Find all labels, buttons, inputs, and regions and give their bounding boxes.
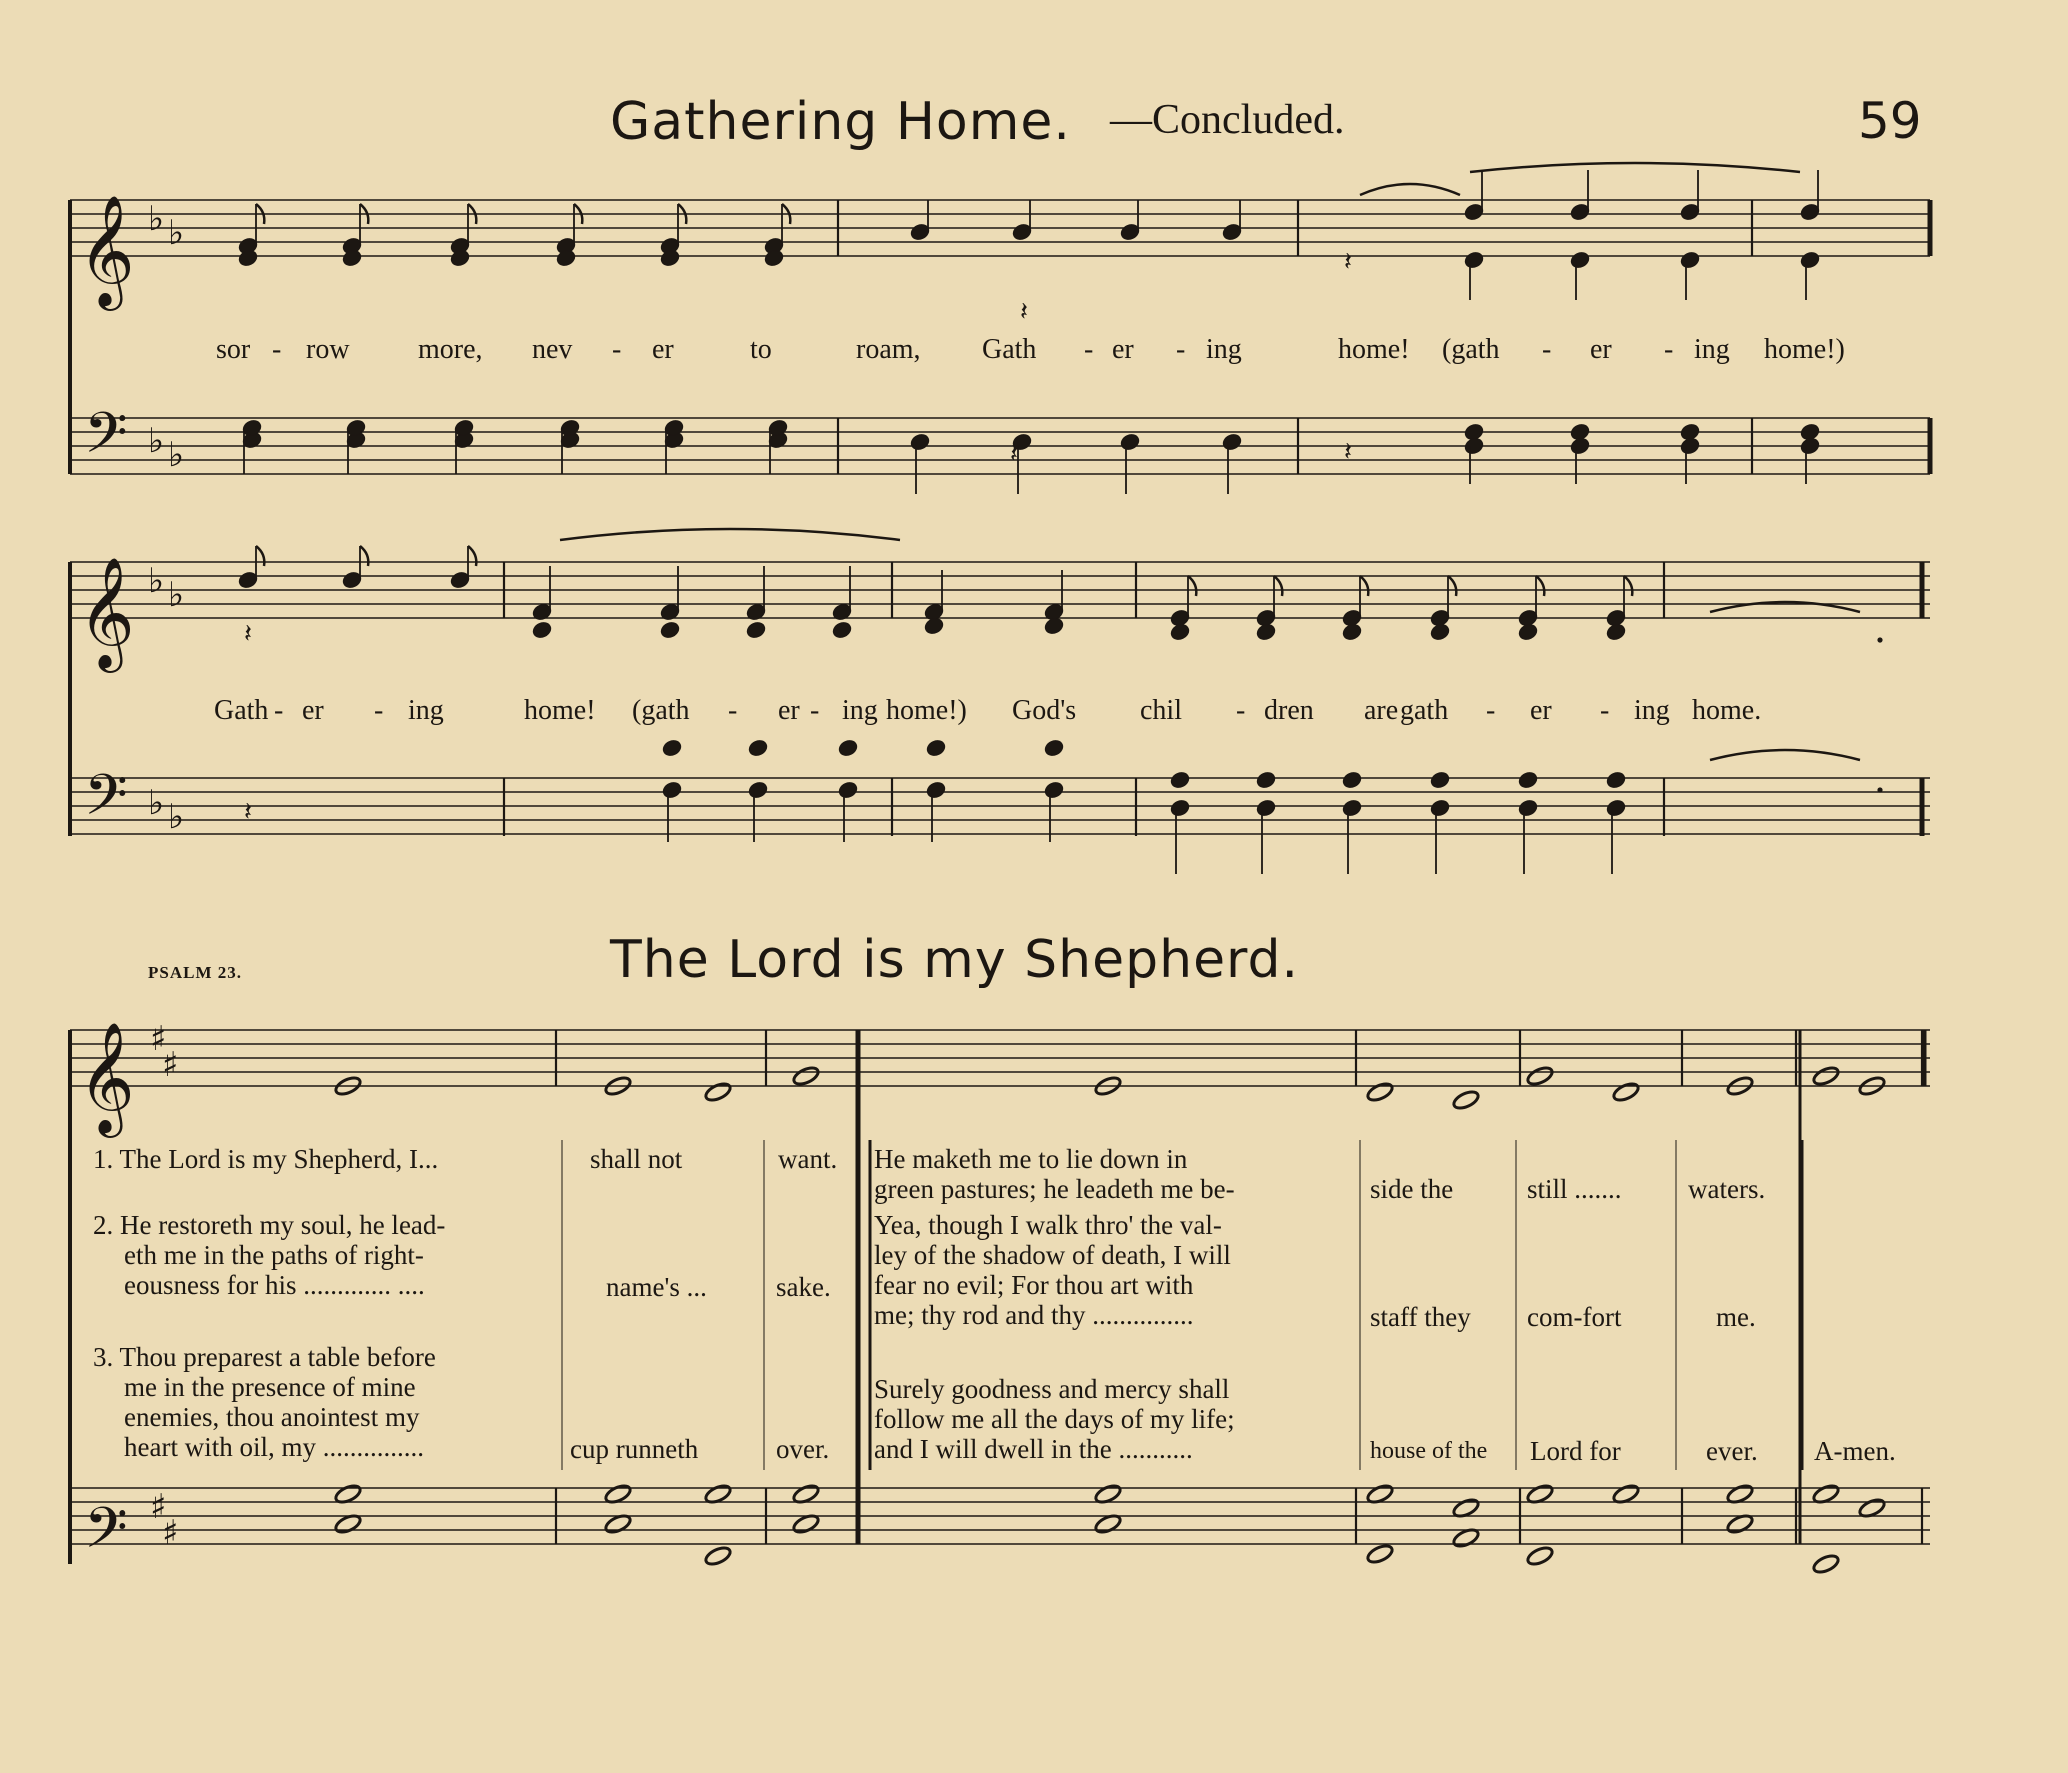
lyric-syllable: gath [1400, 695, 1449, 726]
note-head [1341, 798, 1363, 818]
lyric-syllable: - [1236, 695, 1246, 726]
slur [1710, 750, 1860, 760]
verse3-c3: house of the [1370, 1438, 1488, 1464]
note-head [1679, 436, 1701, 456]
psalm-label: PSALM 23. [148, 963, 242, 982]
key-signature: ♭ [148, 783, 165, 823]
lyric-syllable: home! [1338, 334, 1410, 365]
dot [1877, 637, 1882, 642]
note-head [1525, 1545, 1554, 1568]
note-head [1569, 436, 1591, 456]
note-head [837, 780, 859, 800]
lyric-syllable: Gath [214, 695, 269, 726]
verse2-c5: me. [1716, 1302, 1756, 1332]
treble-clef: 𝄞 [78, 556, 135, 668]
verse1-mid-1: He maketh me to lie down in [874, 1144, 1188, 1174]
lyric-syllable: - [1542, 334, 1552, 365]
verse2-mid-3: fear no evil; For thou art with [874, 1270, 1194, 1300]
note-head [1679, 250, 1701, 270]
note-head [1341, 622, 1363, 642]
lyric-syllable: home. [1692, 695, 1762, 726]
verse2-intro-2: eth me in the paths of right- [124, 1240, 424, 1270]
dot [1877, 787, 1882, 792]
lyric-syllable: - [1486, 695, 1496, 726]
note-head [1463, 250, 1485, 270]
note-head [1605, 770, 1627, 790]
lyric-syllable: (gath [632, 695, 690, 726]
note-head [703, 1081, 732, 1104]
verse3-c2: over. [776, 1434, 830, 1464]
treble-clef: 𝄞 [78, 1021, 135, 1133]
verse1-c3: side the [1370, 1174, 1454, 1204]
bass-clef: 𝄢 [84, 763, 128, 842]
slur [1360, 184, 1460, 195]
key-signature: ♭ [168, 213, 185, 253]
lyric-syllable: to [750, 334, 772, 365]
verse1-c4: still ....... [1527, 1174, 1622, 1204]
verse1-c1: shall not [590, 1144, 683, 1174]
note-head [1341, 770, 1363, 790]
note-head [1119, 432, 1141, 452]
lyric-syllable: ing [842, 695, 878, 726]
verse2-intro-1: 2. He restoreth my soul, he lead- [93, 1210, 446, 1240]
note-head [1605, 622, 1627, 642]
verse1-intro: 1. The Lord is my Shepherd, I... [93, 1144, 439, 1174]
lyric-syllable: home!) [1764, 334, 1845, 365]
lyric-syllable: - [274, 695, 284, 726]
note-head [703, 1545, 732, 1568]
note-head [1043, 780, 1065, 800]
lyric-syllable: more, [418, 334, 483, 365]
note-flag [256, 546, 264, 566]
note-head [925, 738, 947, 758]
lyric-syllable: (gath [1442, 334, 1500, 365]
lyric-syllable: er [778, 695, 800, 726]
verse3-mid-2: follow me all the days of my life; [874, 1404, 1235, 1434]
lyric-syllable: ing [1206, 334, 1242, 365]
lyric-syllable: ing [408, 695, 444, 726]
note-head [1517, 770, 1539, 790]
verse3-c5: ever. [1706, 1436, 1758, 1466]
note-head [661, 780, 683, 800]
verse3-mid-1: Surely goodness and mercy shall [874, 1374, 1230, 1404]
note-head [831, 620, 853, 640]
note-head [1169, 798, 1191, 818]
lyric-syllable: are [1364, 695, 1399, 726]
lyric-syllable: er [1530, 695, 1552, 726]
verse3-mid-3: and I will dwell in the ........... [874, 1434, 1193, 1464]
note-head [1365, 1543, 1394, 1566]
lyric-syllable: Gath [982, 334, 1037, 365]
note-head [1517, 798, 1539, 818]
note-head [1255, 798, 1277, 818]
hymn-subtitle: —Concluded. [1110, 97, 1345, 143]
note-head [1451, 1089, 1480, 1112]
note-head [1169, 770, 1191, 790]
note-head [1255, 622, 1277, 642]
note-head [925, 780, 947, 800]
note-head [1463, 436, 1485, 456]
key-signature: ♯ [162, 1045, 179, 1085]
note-head [1811, 1553, 1840, 1576]
note-head [1429, 622, 1451, 642]
note-head [923, 616, 945, 636]
rest-symbol: 𝄽 [1344, 247, 1352, 277]
treble-clef: 𝄞 [78, 194, 135, 306]
lyric-syllable: sor [216, 334, 251, 365]
lyric-syllable: - [1176, 334, 1186, 365]
lyric-syllable: er [652, 334, 674, 365]
lyric-syllable: home!) [886, 695, 967, 726]
verse3-intro-1: 3. Thou preparest a table before [93, 1342, 436, 1372]
lyric-syllable: roam, [856, 334, 921, 365]
note-head [1365, 1081, 1394, 1104]
lyric-syllable: - [810, 695, 820, 726]
rest-symbol: 𝄽 [244, 797, 252, 827]
lyric-syllable: nev [532, 334, 573, 365]
note-head [909, 432, 931, 452]
hymn-title: Gathering Home. [610, 92, 1071, 152]
note-flag [360, 546, 368, 566]
lyric-syllable: - [272, 334, 282, 365]
note-head [661, 738, 683, 758]
bass-clef: 𝄢 [84, 1496, 128, 1575]
key-signature: ♭ [168, 435, 185, 475]
psalm-title: The Lord is my Shepherd. [610, 930, 1300, 990]
key-signature: ♭ [148, 421, 165, 461]
key-signature: ♭ [168, 797, 185, 837]
note-head [1429, 798, 1451, 818]
verse2-c4: com-fort [1527, 1302, 1622, 1332]
lyric-syllable: - [1664, 334, 1674, 365]
slur [1470, 163, 1800, 172]
key-signature: ♯ [150, 1487, 167, 1527]
key-signature: ♭ [148, 199, 165, 239]
key-signature: ♭ [148, 561, 165, 601]
note-flag [468, 546, 476, 566]
verse3-amen: A-men. [1814, 1436, 1896, 1466]
page-number: 59 [1858, 92, 1922, 150]
note-head [1255, 770, 1277, 790]
lyric-syllable: chil [1140, 695, 1182, 726]
verse3-c4: Lord for [1530, 1436, 1621, 1466]
note-head [1043, 738, 1065, 758]
key-signature: ♯ [150, 1019, 167, 1059]
verse3-intro-2: me in the presence of mine [124, 1372, 416, 1402]
note-head [1517, 622, 1539, 642]
note-head [747, 738, 769, 758]
note-flag [1624, 576, 1632, 596]
note-flag [1536, 576, 1544, 596]
rest-symbol: 𝄽 [244, 619, 252, 649]
note-head [1221, 432, 1243, 452]
note-head [531, 620, 553, 640]
note-head [837, 738, 859, 758]
key-signature: ♭ [168, 575, 185, 615]
note-head [1429, 770, 1451, 790]
lyric-syllable: er [1112, 334, 1134, 365]
bass-clef: 𝄢 [84, 401, 128, 480]
verse2-c2: sake. [776, 1272, 831, 1302]
lyric-syllable: - [1084, 334, 1094, 365]
lyric-syllable: row [306, 334, 350, 365]
note-head [1169, 622, 1191, 642]
verse2-c1: name's ... [606, 1272, 707, 1302]
rest-symbol: 𝄽 [1010, 439, 1018, 469]
lyric-syllable: er [1590, 334, 1612, 365]
lyric-syllable: ing [1634, 695, 1670, 726]
verse2-mid-4: me; thy rod and thy ............... [874, 1300, 1194, 1330]
rest-symbol: 𝄽 [1344, 437, 1352, 467]
note-head [1525, 1065, 1554, 1088]
note-head [1569, 250, 1591, 270]
verse1-c2: want. [778, 1144, 838, 1174]
note-head [1811, 1065, 1840, 1088]
lyric-syllable: er [302, 695, 324, 726]
note-head [1605, 798, 1627, 818]
lyric-syllable: ing [1694, 334, 1730, 365]
note-flag [1274, 576, 1282, 596]
note-flag [1360, 576, 1368, 596]
key-signature: ♯ [162, 1513, 179, 1553]
rest-symbol: 𝄽 [1020, 297, 1028, 327]
note-head [1043, 616, 1065, 636]
note-head [791, 1065, 820, 1088]
lyric-syllable: - [374, 695, 384, 726]
note-head [747, 780, 769, 800]
verse2-intro-3: eousness for his ............. .... [124, 1270, 425, 1300]
lyric-syllable: - [1600, 695, 1610, 726]
note-head [659, 620, 681, 640]
lyric-syllable: - [728, 695, 738, 726]
verse3-intro-3: enemies, thou anointest my [124, 1402, 420, 1432]
slur [560, 529, 900, 540]
verse2-mid-1: Yea, though I walk thro' the val- [874, 1210, 1222, 1240]
verse2-c3: staff they [1370, 1302, 1471, 1332]
note-head [745, 620, 767, 640]
verse1-c5: waters. [1688, 1174, 1766, 1204]
note-head [1611, 1081, 1640, 1104]
lyric-syllable: dren [1264, 695, 1314, 726]
note-flag [1448, 576, 1456, 596]
note-flag [1188, 576, 1196, 596]
verse3-c1: cup runneth [570, 1434, 699, 1464]
verse2-mid-2: ley of the shadow of death, I will [874, 1240, 1231, 1270]
verse3-intro-4: heart with oil, my ............... [124, 1432, 424, 1462]
lyric-syllable: - [612, 334, 622, 365]
lyric-syllable: home! [524, 695, 596, 726]
lyric-syllable: God's [1012, 695, 1077, 726]
note-head [1799, 250, 1821, 270]
verse1-mid-2: green pastures; he leadeth me be- [874, 1174, 1235, 1204]
note-head [1799, 436, 1821, 456]
